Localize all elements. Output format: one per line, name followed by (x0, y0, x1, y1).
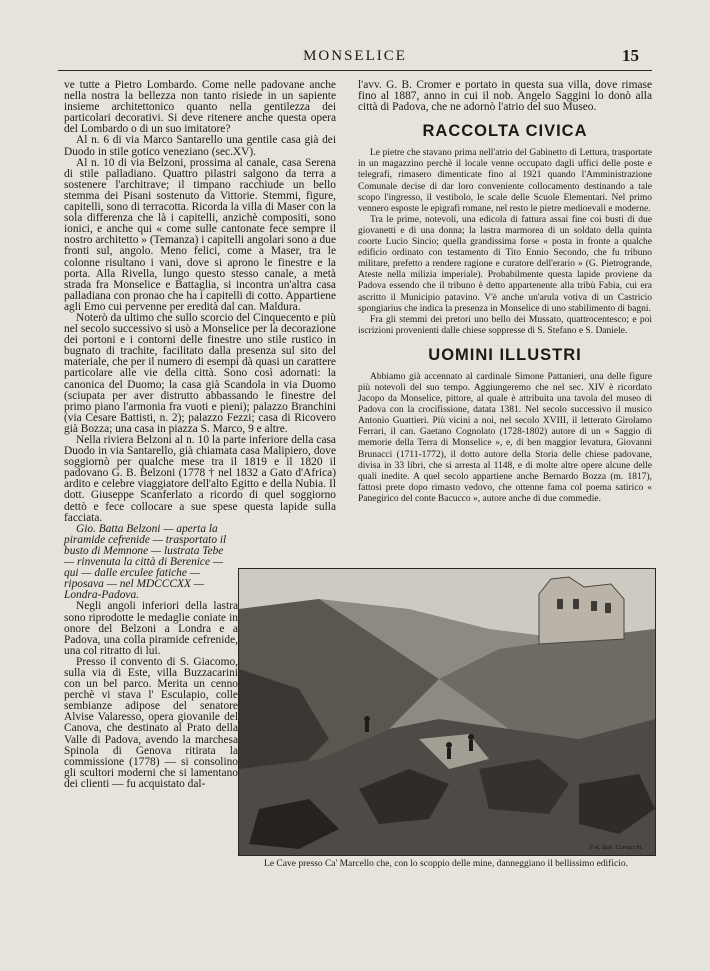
paragraph: ve tutte a Pietro Lombardo. Come nelle padovane anche nella nostra la bellezza non tanto risiede in un sapiente insieme architettonico quanto nella gentilezza dei particolari decorativi. Si deve ritenere anche questa opera del Lombardo o di un suo imitatore? (64, 79, 336, 136)
right-column (358, 80, 652, 505)
header-rule (58, 70, 652, 71)
paragraph: l'avv. G. B. Cromer e portato in questa sua villa, dove rimase fino al 1887, anno in cui il nob. Angelo Saggini lo donò alla città di Padova, che ne adornò l'atrio del suo Museo. (358, 79, 652, 114)
paragraph: Negli angoli inferiori della lastra sono riprodotte le medaglie coniate in onore del Belzoni a Londra e a Padova, una colla piramide cefrenide, una col ritratto di lui. (64, 600, 238, 657)
paragraph: Tra le prime, notevoli, una edicola di fattura assai fine coi busti di due giovanetti e di una donna; la lastra marmorea di un soldato della quinta coorte Lucio Sincio; quella grandissima forse « posta in fronte a qualche edificio ordinato con testamento di Tito Ennio Secondo, che fu tribuno militare, prefetto a rendere ragione e curatore dell'erario » (G. Pietrogrande, Ateste nella milizia imperiale). Probabilmente questa lapide proviene da Padova essendo che il tribuno è detto appartenente alla tribù Fabia, cui era ascritto il Municipio patavino. V'è anche un'arula votiva di un Castricio spongiarius che indica la presenza in Monselice di uno stabilimento di bagni. (358, 214, 652, 314)
inscription: Gio. Batta Belzoni — aperta la piramide cefrenide — trasportato il busto di Memnone — lustrata Tebe — rinvenuta la città di Berenice — qui — dalle erculee fatiche — riposava — nel MDCCCXX — Londra-Padova. (64, 522, 227, 602)
page-number: 15 (622, 46, 639, 65)
section-title-uomini-illustri: UOMINI ILLUSTRI (428, 345, 582, 364)
paragraph: Al n. 6 di via Marco Santarello una gentile casa già dei Duodo in stile gotico veneziano (sec.XV). (64, 134, 336, 158)
paragraph: Le pietre che stavano prima nell'atrio del Gabinetto di Lettura, trasportate in un magazzino perchè il locale venne occupato dagli uffici delle poste e telegrafi, rimasero dimenticate fino al 1921 quando l'Amministrazione Comunale decise di dar loro conveniente collocamento destinando a tale scopo l'ingresso, il vestibolo, le scale delle Scuole Elementari. Nel primo vennero esposte le epigrafi romane, nel resto le pietre medioevali e moderne. (358, 148, 652, 214)
running-head: MONSELICE (303, 48, 407, 64)
quarry-photo-image (239, 569, 655, 855)
paragraph: Fra gli stemmi dei pretori uno bello dei Mussato, quattrocentesco; e poi iscrizioni provenienti dalle chiese soppresse di S. Stefano e S. Daniele. (358, 314, 652, 336)
paragraph: Presso il convento di S. Giacomo, sulla via di Este, villa Buzzacarini con un bel parco. Merita un cenno perchè vi stava l' Esculapio, colle sembianze adipose del senatore Alvise Valaresso, opera giovanile del Canova, che destinato al Prato della Valle di Padova, avendo la marchesa Spinola di Genova ritirata la commissione (1778) — si consolino gli scultori moderni che si lamentano dei clienti — fu acquistato dal- (64, 655, 238, 790)
paragraph: Nella riviera Belzoni al n. 10 la parte inferiore della casa Duodo in via Santarello, già chiamata casa Malipiero, dove soggiornò per qualche mese tra il 1819 e il 1820 il padovano G. B. Belzoni (1778 † nel 1832 a Gato d'Africa) ardito e celebre viaggiatore dell'alto Egitto e della Nubia. Il dott. Giuseppe Scanferlato a ricordo di quel soggiorno dettò e fece collocare a sue spese questa lapide sulla facciata. (64, 434, 336, 524)
photo-caption: Le Cave presso Ca' Marcello che, con lo scoppio delle mine, danneggiano il bellissimo edificio. (264, 859, 628, 869)
section-title-raccolta-civica: RACCOLTA CIVICA (422, 122, 588, 141)
photo-credit: Fot. dott. Curiacchi. (589, 844, 643, 851)
paragraph: Al n. 10 di via Belzoni, prossima al canale, casa Serena di stile palladiano. Quattro pilastri salgono da terra a sostenere l'architrave; il timpano racchiude un bello stemma dei Pisani sostenuto da Vittorie. Stemmi, figure, capitelli, sono di terracotta. Ricorda la villa di Maser con la sola differenza che là i capitelli, anzichè compositi, sono ionici, e anche qui « come sulle cantonate fece sempre il nostro architetto » (Temanza) i capitelli angolari sono a due fronti sul, angolo. Meno felici, come a Maser, tra le colonne risultano i vani, dove si aprono le finestre e la porta. Alla Rivella, lungo questo stesso canale, a metà strada fra Monselice e Battaglia, si incontra un'altra casa palladiana con pronao che ha i capitelli di cotto. Appartiene agli Emo cui pervenne per eredità dal can. Maldura. (64, 156, 336, 313)
paragraph: Noterò da ultimo che sullo scorcio del Cinquecento e più nel secolo successivo si usò a Monselice per la decorazione dei portoni e i contorni delle finestre uno stile rustico in bugnato di trachite, facilitato dalla presenza sul sito del materiale, che per il numero di esempi dà quasi un carattere particolare alle vie della città. Sono così adornati: la canonica del Duomo; la casa già Scandola in via Duomo (sciupata per aver distrutto abbassando le finestre del primo piano l'armonia fra vuoti e pieni); palazzo Branchini (via Cesare Battisti, n. 2); palazzo Fezzi; casa di Ricovero già Bozza; una casa in piazza S. Marco, 9 e altre. (64, 311, 336, 435)
quarry-photo (238, 568, 656, 856)
paragraph: Abbiamo già accennato al cardinale Simone Pattanieri, una delle figure più notevoli del suo tempo. Aggiungeremo che nel sec. XIV è ricordato Jacopo da Monselice, pittore, al quale è attribuita una tavola del museo di Padova con la crocifissione, datata 1381. Nel secolo successivo il musico Antonio Guattieri. Più vicini a noi, nel secolo XVIII, il letterato Girolamo Ferrari, il can. Gaetano Cognolato (1728-1802) autore di un « Saggio di memorie della Terra di Monselice », e, di ben maggior levatura, Giovanni Brunacci (1711-1772), il dotto autore della Storia delle chiese padovane, divisa in 33 libri, che si arresta al 1148, e di molte altre opere alcune delle quali inedite. A quel secolo appartiene anche Bernardo Bozza (m. 1817), fattosi prete dopo rimasto vedovo, che ottenne fama col poema satirico « Panegirico del conte Bacucco », autore anche di due commedie. (358, 371, 652, 504)
